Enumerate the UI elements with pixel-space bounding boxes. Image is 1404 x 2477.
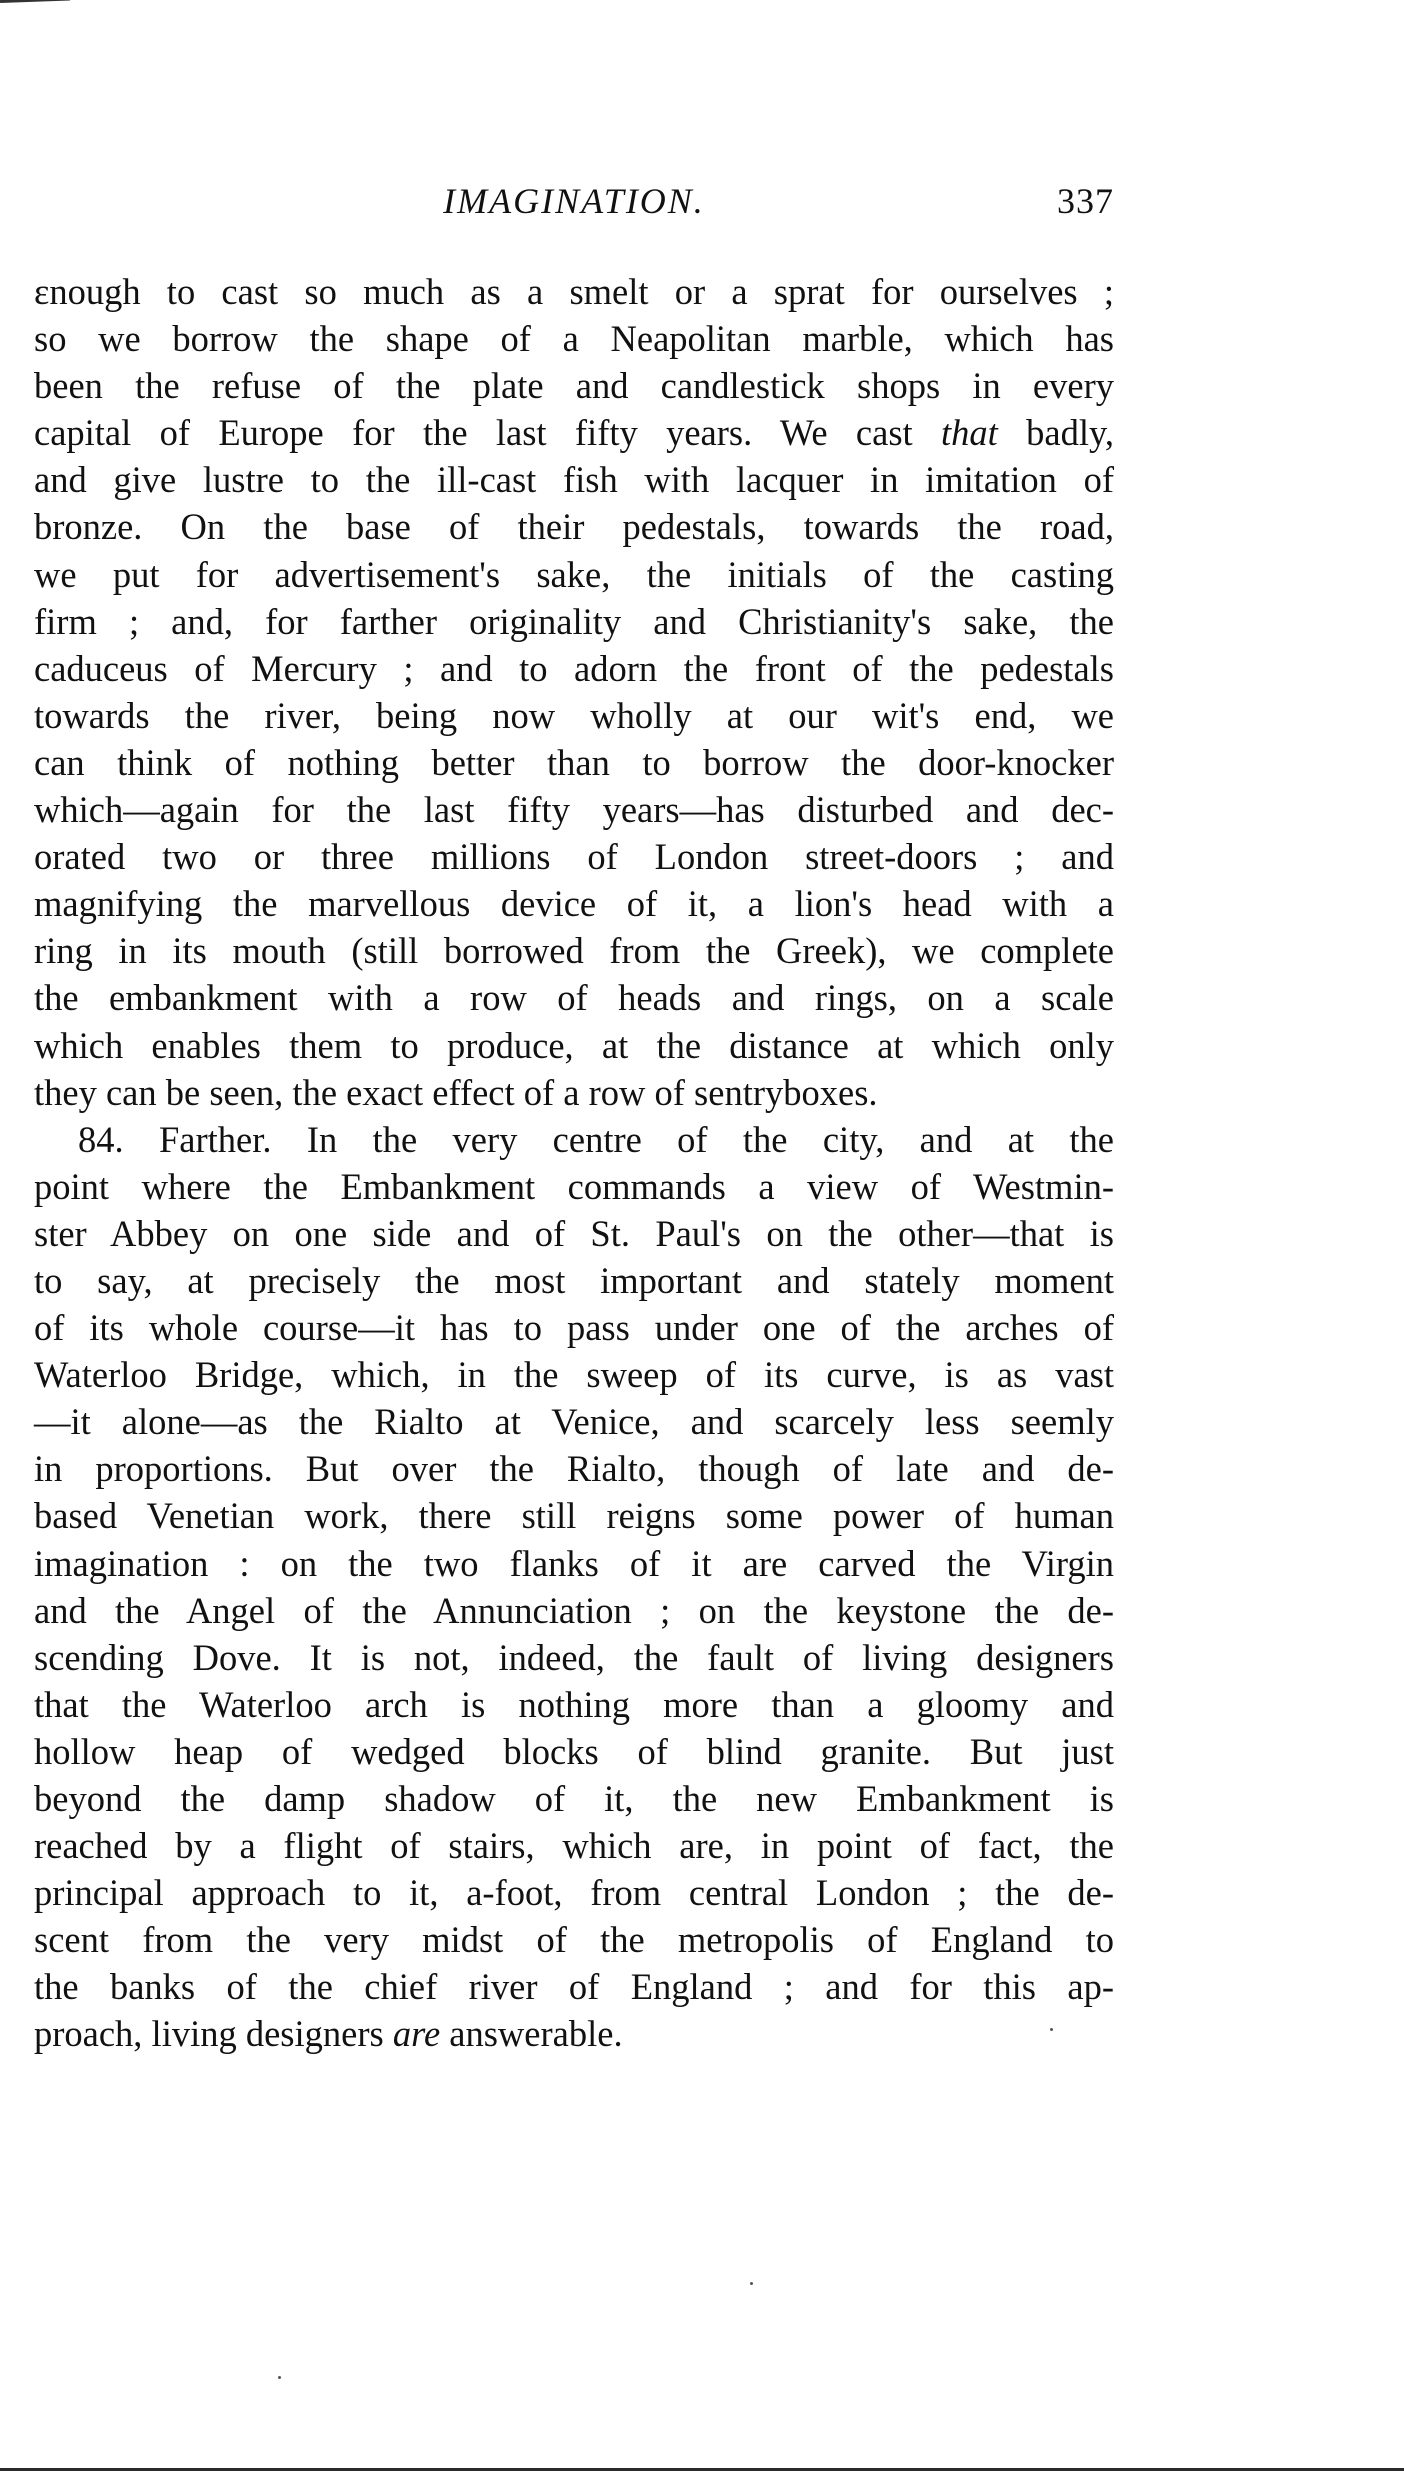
paragraph-last-line (34, 2010, 1114, 2057)
text-line: ring in its mouth (still borrowed from the Greek), we complete (34, 930, 1114, 972)
text-line: scent from the very midst of the metropolis of England to (34, 1919, 1114, 1961)
text-line: orated two or three millions of London street-doors ; and (34, 836, 1114, 878)
text-line: and give lustre to the ill-cast fish with lacquer in imitation of (34, 459, 1114, 501)
text-line: the banks of the chief river of England ; and for this ap- (34, 1966, 1114, 2008)
text-line: which enables them to produce, at the distance at which only (34, 1024, 1114, 1066)
text-line: magnifying the marvellous device of it, a lion's head with a (34, 883, 1114, 925)
text-line: —it alone—as the Rialto at Venice, and scarcely less seemly (34, 1401, 1114, 1443)
text-line: so we borrow the shape of a Neapolitan marble, which has (34, 318, 1114, 360)
page-number: 337 (1057, 181, 1114, 221)
text-line: which—again for the last fifty years—has disturbed and dec- (34, 789, 1114, 831)
text-line: firm ; and, for farther originality and Christianity's sake, the (34, 600, 1114, 642)
text-line: the embankment with a row of heads and rings, on a scale (34, 977, 1114, 1019)
text-line: towards the river, being now wholly at our wit's end, we (34, 694, 1114, 736)
scan-speck (278, 2376, 281, 2379)
text-line: in proportions. But over the Rialto, though of late and de- (34, 1448, 1114, 1490)
text-run: answerable. (440, 2013, 623, 2055)
text-line: they can be seen, the exact effect of a row of sentryboxes. (34, 1071, 878, 1113)
text-run: capital of Europe for the last fifty years. We cast (34, 412, 942, 454)
body-text (34, 268, 1114, 2058)
scan-speck (750, 2282, 753, 2285)
text-line: ster Abbey on one side and of St. Paul's on the other—that is (34, 1212, 1114, 1254)
text-line: of its whole course—it has to pass under one of the arches of (34, 1307, 1114, 1349)
page-bottom-edge (0, 2468, 1404, 2471)
text-line: reached by a flight of stairs, which are, in point of fact, the (34, 1825, 1114, 1867)
running-head: IMAGINATION. (443, 181, 705, 221)
text-line: Waterloo Bridge, which, in the sweep of its curve, is as vast (34, 1354, 1114, 1396)
italic-word: are (392, 2013, 441, 2055)
text-line-with-italic (34, 409, 1114, 456)
corner-scan-mark (0, 0, 70, 3)
text-line: bronze. On the base of their pedestals, towards the road, (34, 506, 1114, 548)
text-line: to say, at precisely the most important and stately moment (34, 1259, 1114, 1301)
text-line: point where the Embankment commands a view of Westmin- (34, 1165, 1114, 1207)
text-line: principal approach to it, a-foot, from central London ; the de- (34, 1872, 1114, 1914)
text-line: imagination : on the two flanks of it are carved the Virgin (34, 1542, 1114, 1584)
text-line: scending Dove. It is not, indeed, the fault of living designers (34, 1636, 1114, 1678)
paragraph-first-line: 84. Farther. In the very centre of the city, and at the (78, 1118, 1114, 1160)
text-line: we put for advertisement's sake, the initials of the casting (34, 553, 1114, 595)
page-header (34, 180, 1114, 240)
text-line: based Venetian work, there still reigns some power of human (34, 1495, 1114, 1537)
text-line: been the refuse of the plate and candlestick shops in every (34, 365, 1114, 407)
scan-speck (1050, 2028, 1053, 2031)
italic-word: that (941, 412, 998, 454)
text-line: caduceus of Mercury ; and to adorn the front of the pedestals (34, 647, 1114, 689)
text-line: and the Angel of the Annunciation ; on the keystone the de- (34, 1589, 1114, 1631)
text-run: badly, (997, 412, 1114, 454)
text-line: ɛnough to cast so much as a smelt or a sprat for ourselves ; (34, 271, 1114, 312)
text-line: hollow heap of wedged blocks of blind granite. But just (34, 1730, 1114, 1772)
text-run: proach, living designers (34, 2013, 393, 2055)
text-line: that the Waterloo arch is nothing more than a gloomy and (34, 1683, 1114, 1725)
text-line: can think of nothing better than to borrow the door-knocker (34, 741, 1114, 783)
text-line: beyond the damp shadow of it, the new Embankment is (34, 1778, 1114, 1819)
